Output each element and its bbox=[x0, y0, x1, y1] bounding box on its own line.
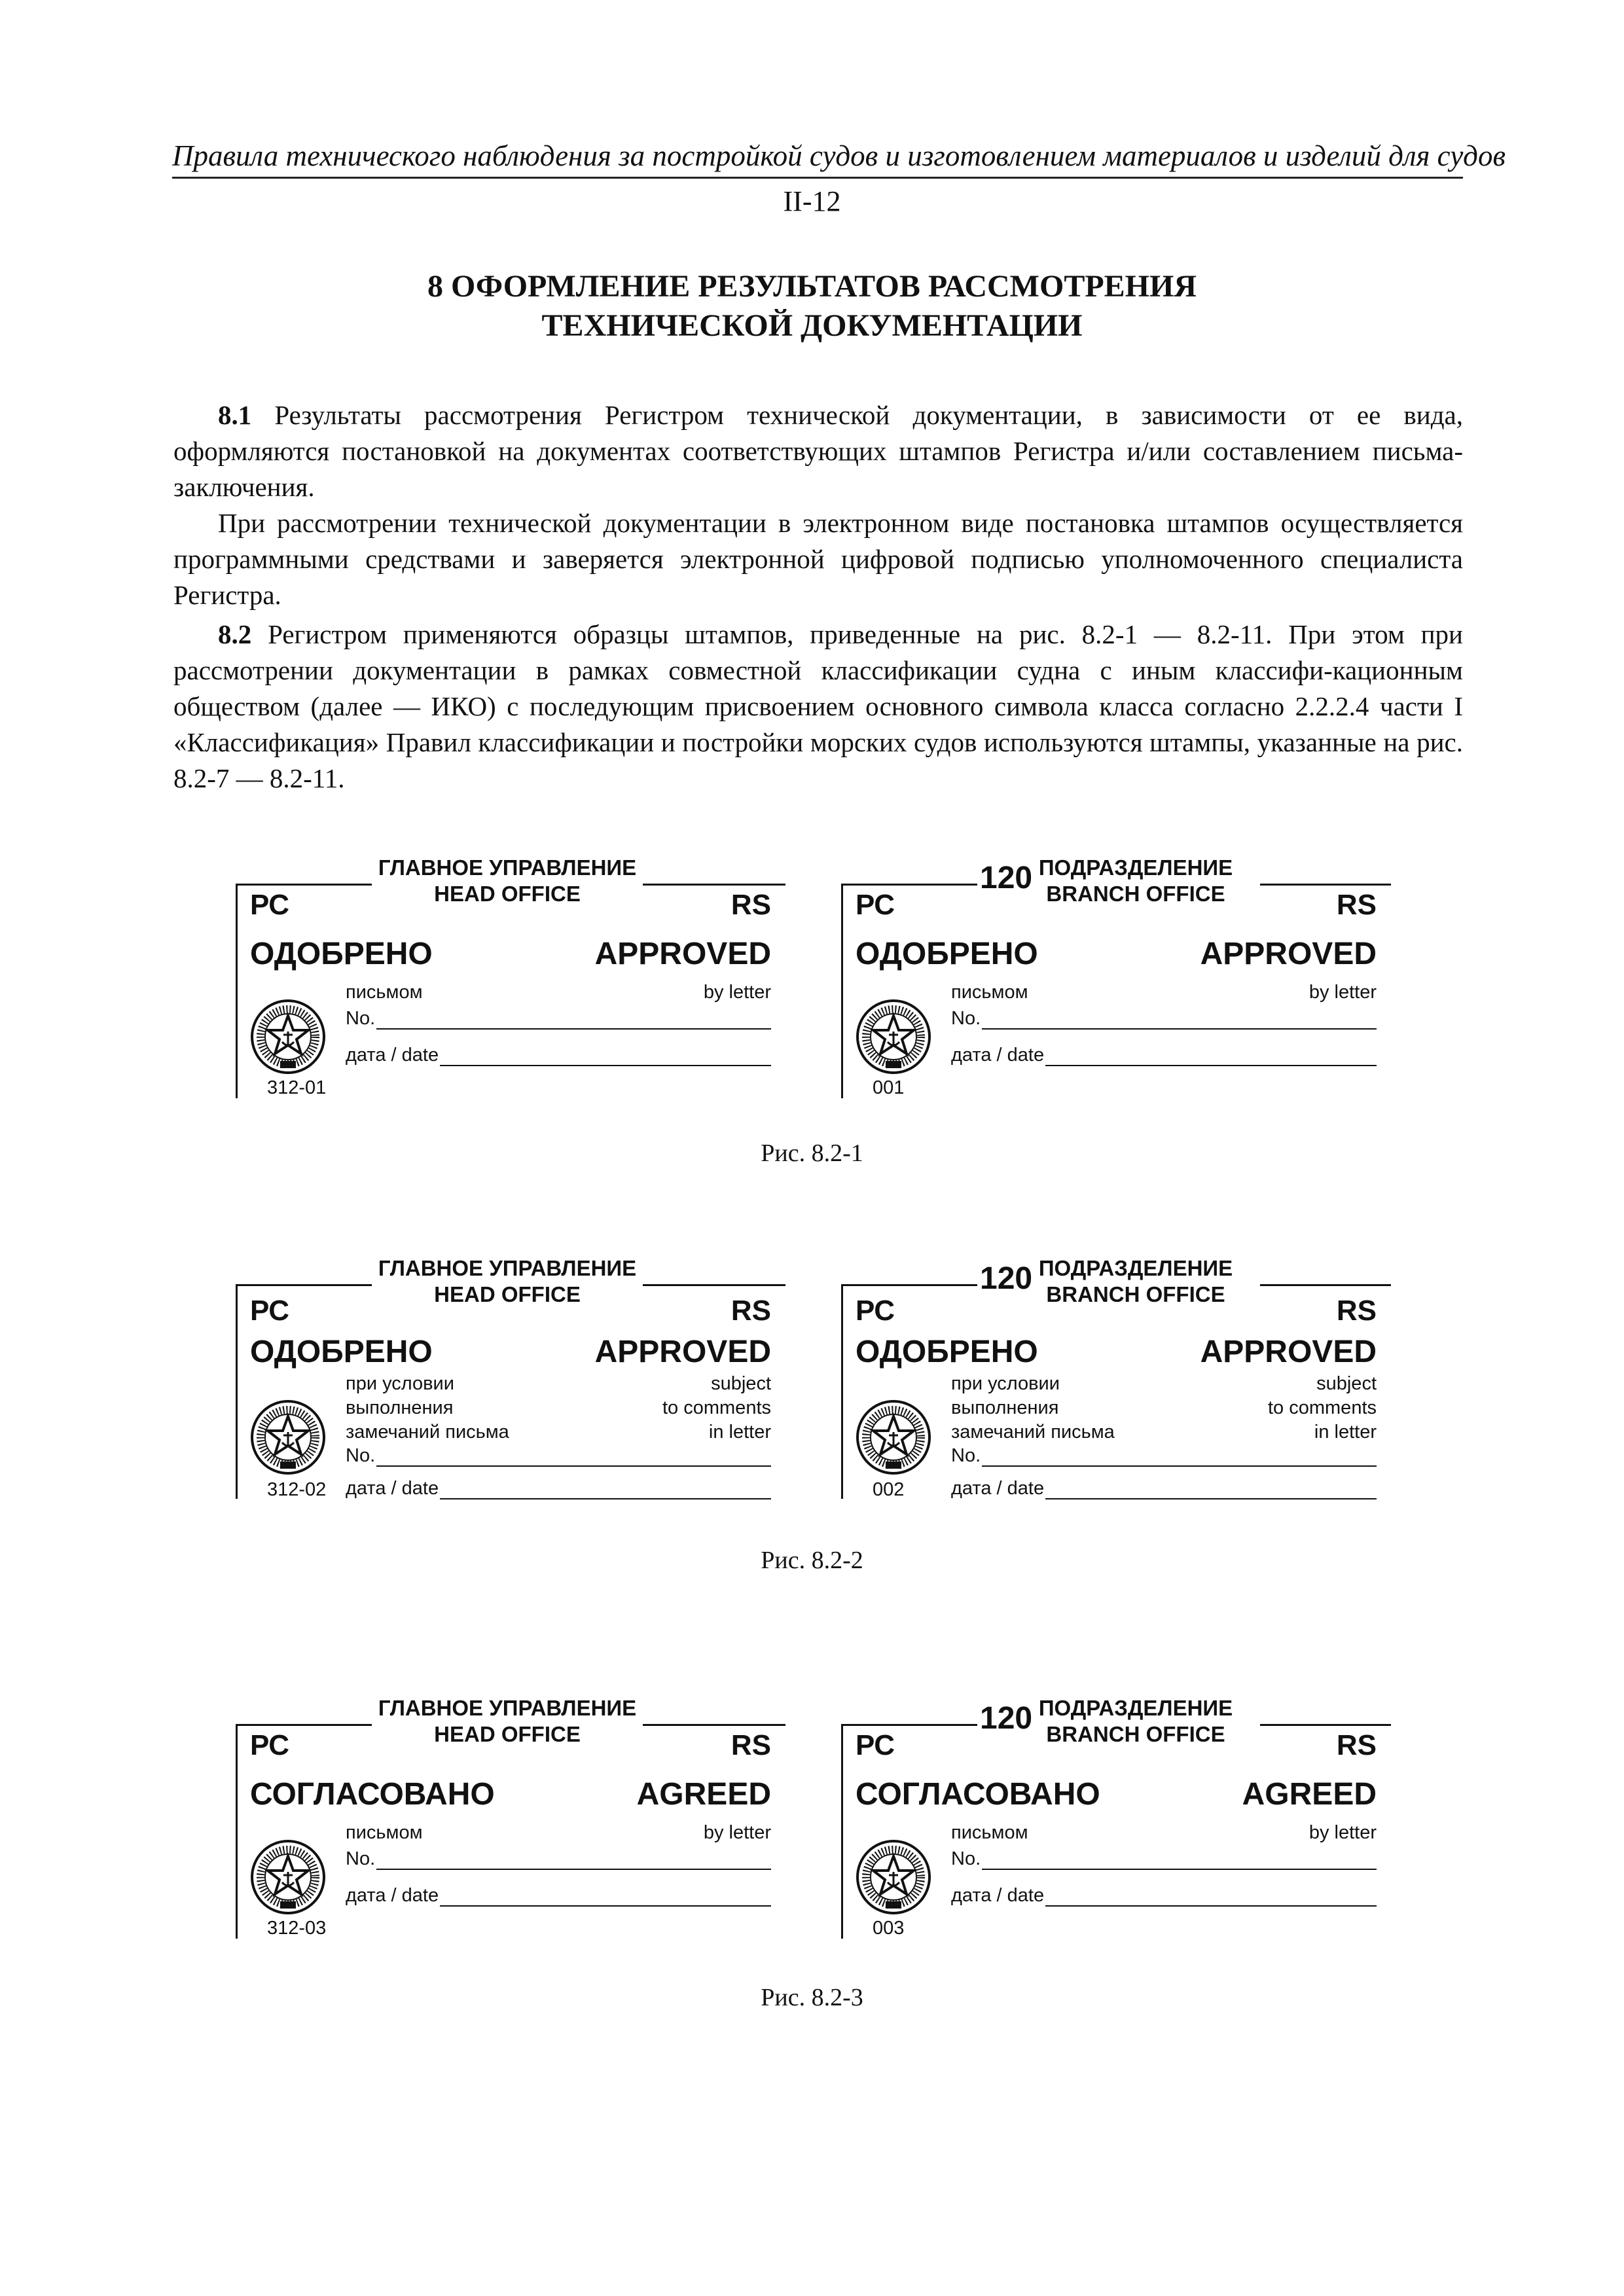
paragraph-number: 8.1 bbox=[218, 400, 252, 430]
number-field: No. bbox=[951, 1445, 1377, 1467]
paragraph-electronic: При рассмотрении технической документации в электронном виде постановка штампов осуществляется программными средствами и заверяется электронной цифровой подписью уполномоченного специалиста Регистра. bbox=[173, 508, 1463, 610]
stamp-head-office-approved-letter bbox=[236, 843, 785, 1098]
paragraph-text: Результаты рассмотрения Регистром технической документации, в зависимости от ее вида, оформляются постановкой на документах соответствующих штампов Регистра и/или составлением письма-заключения. bbox=[173, 400, 1463, 502]
stamp-branch-office-approved-letter bbox=[841, 843, 1391, 1098]
branch-number: 120 bbox=[980, 1261, 1033, 1296]
note-en: by letter bbox=[703, 982, 771, 1003]
number-field: No. bbox=[346, 1445, 771, 1467]
rs-label: RS bbox=[731, 1295, 771, 1327]
office-label: ГЛАВНОЕ УПРАВЛЕНИЕ HEAD OFFICE bbox=[378, 1256, 637, 1306]
page-number: II-12 bbox=[783, 185, 841, 217]
status-en: AGREED bbox=[636, 1777, 771, 1812]
pc-label: РС bbox=[856, 1729, 895, 1761]
paragraph-text: Регистром применяются образцы штампов, приведенные на рис. 8.2-1 — 8.2-11. При этом при рассмотрении документации в рамках совместной классификации судна с иным классифи-кационным обществом (далее — ИКО) с последующим присвоением основного символа класса согласно 2.2.2.4 части I «Классификация» Правил классификации и постройки морских судов используются штампы, указанные на рис. 8.2-7 — 8.2-11. bbox=[173, 619, 1463, 793]
register-seal-icon bbox=[856, 1839, 931, 1915]
rs-label: RS bbox=[731, 1729, 771, 1761]
figure-caption: Рис. 8.2-2 bbox=[761, 1547, 863, 1574]
stamp-code: 002 bbox=[873, 1479, 905, 1500]
date-field: дата / date bbox=[346, 1478, 771, 1499]
status-ru: ОДОБРЕНО bbox=[250, 937, 433, 971]
status-en: APPROVED bbox=[594, 1335, 771, 1369]
section-title-line-1: 8 ОФОРМЛЕНИЕ РЕЗУЛЬТАТОВ РАССМОТРЕНИЯ bbox=[427, 269, 1197, 304]
status-en: APPROVED bbox=[1200, 937, 1377, 971]
rs-label: RS bbox=[1336, 1729, 1377, 1761]
note-ru: письмом bbox=[951, 1822, 1028, 1843]
number-field: No. bbox=[346, 1848, 771, 1870]
branch-number: 120 bbox=[980, 861, 1033, 895]
office-label: ПОДРАЗДЕЛЕНИЕ BRANCH OFFICE bbox=[1038, 1256, 1233, 1306]
section-title bbox=[0, 267, 1624, 346]
date-field: дата / date bbox=[951, 1045, 1377, 1066]
rs-label: RS bbox=[731, 889, 771, 921]
figure-caption: Рис. 8.2-3 bbox=[761, 1984, 863, 2011]
paragraph-8-2 bbox=[173, 617, 1463, 797]
note-en: by letter bbox=[1308, 982, 1377, 1003]
note-ru: письмом bbox=[346, 982, 423, 1003]
paragraph-number: 8.2 bbox=[218, 619, 252, 649]
number-field: No. bbox=[951, 1008, 1377, 1030]
pc-label: РС bbox=[250, 889, 290, 921]
figure-caption: Рис. 8.2-1 bbox=[761, 1139, 863, 1167]
note-en: by letter bbox=[703, 1822, 771, 1843]
stamp-head-office-approved-subject bbox=[236, 1244, 785, 1499]
status-en: APPROVED bbox=[1200, 1335, 1377, 1369]
running-header: Правила технического наблюдения за постройкой судов и изготовлением материалов и изделий для судов bbox=[172, 137, 1463, 179]
section-title-line-2: ТЕХНИЧЕСКОЙ ДОКУМЕНТАЦИИ bbox=[541, 308, 1083, 343]
status-ru: ОДОБРЕНО bbox=[250, 1335, 433, 1369]
status-ru: ОДОБРЕНО bbox=[856, 937, 1038, 971]
rs-label: RS bbox=[1336, 1295, 1377, 1327]
note-en: by letter bbox=[1308, 1822, 1377, 1843]
rs-label: RS bbox=[1336, 889, 1377, 921]
office-label: ПОДРАЗДЕЛЕНИЕ BRANCH OFFICE bbox=[1038, 1696, 1233, 1746]
number-field: No. bbox=[346, 1008, 771, 1030]
status-ru: СОГЛАСОВАНО bbox=[856, 1777, 1100, 1812]
stamp-code: 312-01 bbox=[267, 1077, 327, 1098]
branch-number: 120 bbox=[980, 1701, 1033, 1736]
stamp-code: 312-02 bbox=[267, 1479, 327, 1500]
date-field: дата / date bbox=[346, 1045, 771, 1066]
status-ru: СОГЛАСОВАНО bbox=[250, 1777, 495, 1812]
note-en: subject to comments in letter bbox=[1268, 1373, 1377, 1443]
note-ru: письмом bbox=[951, 982, 1028, 1003]
number-field: No. bbox=[951, 1848, 1377, 1870]
pc-label: РС bbox=[250, 1295, 290, 1327]
paragraph-8-1 bbox=[173, 397, 1463, 505]
stamp-code: 003 bbox=[873, 1918, 905, 1939]
note-ru: письмом bbox=[346, 1822, 423, 1843]
stamp-head-office-agreed-letter bbox=[236, 1683, 785, 1939]
register-seal-icon bbox=[250, 1399, 326, 1475]
office-label: ГЛАВНОЕ УПРАВЛЕНИЕ HEAD OFFICE bbox=[378, 1696, 637, 1746]
pc-label: РС bbox=[250, 1729, 290, 1761]
register-seal-icon bbox=[250, 1839, 326, 1915]
note-en: subject to comments in letter bbox=[662, 1373, 771, 1443]
stamp-code: 312-03 bbox=[267, 1918, 327, 1939]
note-ru: при условии выполнения замечаний письма bbox=[951, 1373, 1115, 1443]
stamp-branch-office-approved-subject bbox=[841, 1244, 1391, 1499]
register-seal-icon bbox=[856, 999, 931, 1075]
stamp-code: 001 bbox=[873, 1077, 905, 1098]
office-label: ПОДРАЗДЕЛЕНИЕ BRANCH OFFICE bbox=[1038, 855, 1233, 906]
date-field: дата / date bbox=[951, 1478, 1377, 1499]
office-label: ГЛАВНОЕ УПРАВЛЕНИЕ HEAD OFFICE bbox=[378, 855, 637, 906]
register-seal-icon bbox=[856, 1399, 931, 1475]
pc-label: РС bbox=[856, 1295, 895, 1327]
pc-label: РС bbox=[856, 889, 895, 921]
stamp-branch-office-agreed-letter bbox=[841, 1683, 1391, 1939]
register-seal-icon bbox=[250, 999, 326, 1075]
status-ru: ОДОБРЕНО bbox=[856, 1335, 1038, 1369]
status-en: APPROVED bbox=[594, 937, 771, 971]
date-field: дата / date bbox=[951, 1885, 1377, 1907]
date-field: дата / date bbox=[346, 1885, 771, 1907]
note-ru: при условии выполнения замечаний письма bbox=[346, 1373, 509, 1443]
status-en: AGREED bbox=[1242, 1777, 1377, 1812]
